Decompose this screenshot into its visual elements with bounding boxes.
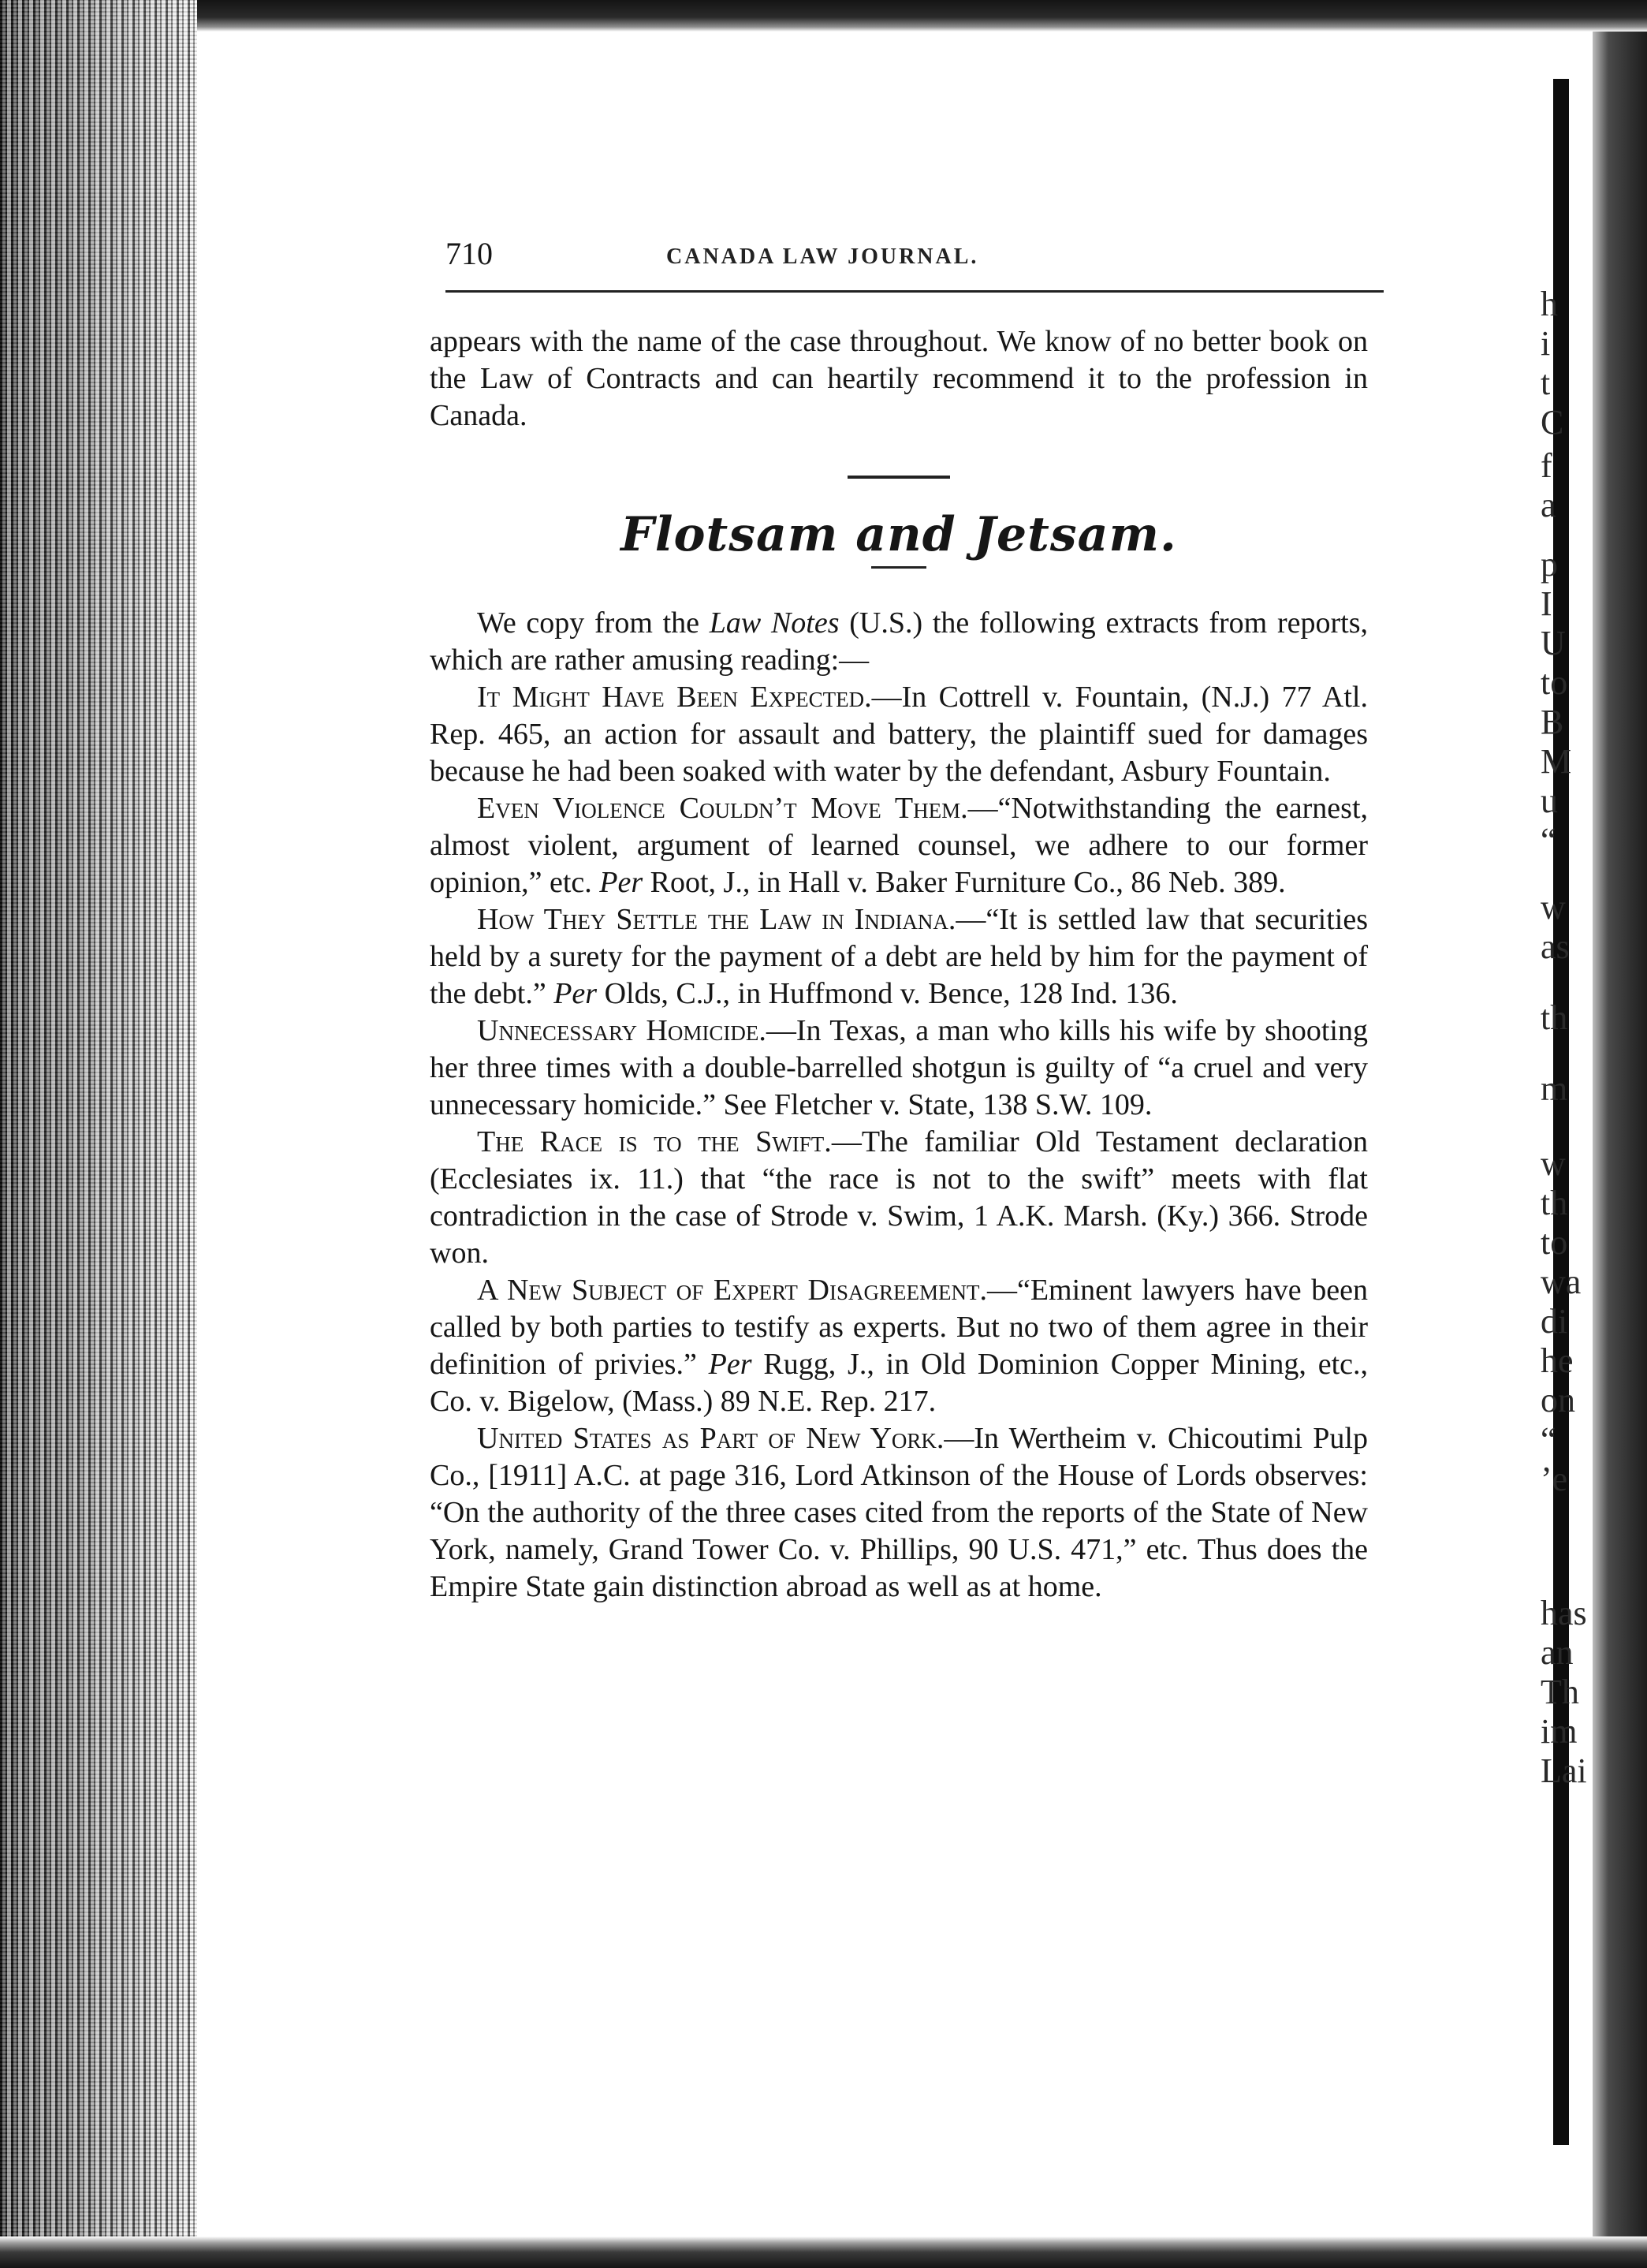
extract-item bbox=[430, 1420, 1368, 1606]
extract-heading: Unnecessary Homicide. bbox=[477, 1014, 766, 1047]
extract-item bbox=[430, 901, 1368, 1013]
extract-citation: Olds, C.J., in Huffmond v. Bence, 128 Ind. 136. bbox=[597, 977, 1178, 1010]
extract-body: —In Texas, a man who kills his wife by shooting her three times with a double-barrelled shotgun is guilty of “a cruel and very unnecessary homicide.” See Fletcher v. State, 138 S.W. 109. bbox=[430, 1014, 1368, 1121]
extract-body: —In Cottrell v. Fountain, (N.J.) 77 Atl. Rep. 465, an action for assault and battery, the plaintiff sued for damages because he had been soaked with water by the defendant, Asbury Fountain. bbox=[430, 681, 1368, 788]
next-page-fragment: h bbox=[1541, 285, 1558, 323]
next-page-fragment: B bbox=[1541, 703, 1564, 741]
extract-citation: Root, J., in Hall v. Baker Furniture Co., 86 Neb. 389. bbox=[643, 866, 1286, 899]
next-page-fragment: “ bbox=[1541, 821, 1556, 860]
extract-body: —In Wertheim v. Chicoutimi Pulp Co., [1911] A.C. at page 316, Lord Atkinson of the House of Lords observes: “On the authority of the three cases cited from the reports of the State of New York, namely, Grand Tower Co. v. Phillips, 90 U.S. 471,” etc. Thus does the Empire State gain distinction abroad as well as at home. bbox=[430, 1422, 1368, 1603]
running-head bbox=[430, 221, 1376, 284]
lead-text: (U.S.) the following extracts from reports, which are rather amusing reading:— bbox=[430, 606, 1368, 677]
next-page-fragment: i bbox=[1541, 324, 1551, 363]
extract-item bbox=[430, 790, 1368, 901]
next-page-fragment: M bbox=[1541, 742, 1572, 781]
extract-citation: Rugg, J., in Old Dominion Copper Mining, etc., Co. v. Bigelow, (Mass.) 89 N.E. Rep. 217. bbox=[430, 1348, 1368, 1418]
next-page-fragment: I bbox=[1541, 584, 1552, 623]
next-page-fragment: an bbox=[1541, 1633, 1574, 1672]
extract-heading: How They Settle the Law in Indiana. bbox=[477, 903, 956, 936]
extract-body: —“Notwithstanding the earnest, almost violent, argument of learned counsel, we adhere to our former opinion,” etc. bbox=[430, 792, 1368, 899]
next-page-fragment: th bbox=[1541, 998, 1568, 1037]
extract-body: —The familiar Old Testament declaration (Ecclesiates ix. 11.) that “the race is not to the swift” meets with flat contradiction in the case of Strode v. Swim, 1 A.K. Marsh. (Ky.) 366. Strode won. bbox=[430, 1125, 1368, 1270]
next-page-fragment: th bbox=[1541, 1184, 1568, 1222]
extract-body: —“Eminent lawyers have been called by both parties to testify as experts. But no two of them agree in their definition of privies.” bbox=[430, 1274, 1369, 1381]
journal-title: CANADA LAW JOURNAL. bbox=[666, 244, 979, 269]
title-underline-rule bbox=[871, 566, 926, 569]
scan-binding-gutter bbox=[0, 0, 197, 2268]
extract-heading: It Might Have Been Expected. bbox=[477, 681, 872, 714]
extract-heading: United States as Part of New York. bbox=[477, 1422, 945, 1455]
extract-heading: Even Violence Couldn’t Move Them. bbox=[477, 792, 968, 825]
next-page-fragment: w bbox=[1541, 888, 1566, 927]
page-fold-line bbox=[1553, 79, 1569, 2145]
next-page-fragment: C bbox=[1541, 403, 1564, 442]
lead-source: Law Notes bbox=[709, 606, 840, 640]
next-page-fragment: p bbox=[1541, 545, 1558, 584]
section-lead bbox=[430, 605, 1368, 679]
header-rule bbox=[445, 290, 1384, 293]
next-page-fragment: wa bbox=[1541, 1263, 1582, 1301]
next-page-fragment: to bbox=[1541, 1223, 1568, 1262]
scan-right-edge bbox=[1593, 32, 1647, 2236]
lead-text: We copy from the bbox=[477, 606, 710, 640]
extract-item bbox=[430, 1013, 1368, 1124]
next-page-fragment: he bbox=[1541, 1341, 1574, 1380]
next-page-fragment: to bbox=[1541, 663, 1568, 702]
scan-bottom-edge bbox=[0, 2236, 1647, 2268]
next-page-fragment: a bbox=[1541, 486, 1556, 524]
extract-heading: A New Subject of Expert Disagreement. bbox=[477, 1274, 987, 1307]
next-page-fragment: has bbox=[1541, 1594, 1587, 1632]
extract-item bbox=[430, 1272, 1368, 1420]
next-page-fragment: as bbox=[1541, 927, 1570, 966]
next-page-fragment: U bbox=[1541, 624, 1566, 662]
divider-rule bbox=[848, 476, 950, 479]
next-page-fragment: “ bbox=[1541, 1420, 1556, 1459]
journal-page bbox=[430, 221, 1376, 2035]
next-page-fragment: t bbox=[1541, 364, 1551, 402]
next-page-fragment: w bbox=[1541, 1144, 1566, 1183]
per-label: Per bbox=[708, 1348, 752, 1381]
next-page-fragment: Th bbox=[1541, 1673, 1579, 1711]
next-page-fragment: ’e bbox=[1541, 1460, 1568, 1498]
extract-heading: The Race is to the Swift. bbox=[477, 1125, 832, 1158]
next-page-fragment: di bbox=[1541, 1302, 1568, 1341]
next-page-fragment: Lai bbox=[1541, 1751, 1587, 1790]
intro-paragraph: appears with the name of the case throughout. We know of no better book on the Law of Contracts and can heartily recommend it to the profession in Canada. bbox=[430, 325, 1368, 432]
next-page-fragment: m bbox=[1541, 1069, 1568, 1108]
page-body bbox=[430, 323, 1368, 1606]
next-page-edge bbox=[1530, 79, 1587, 2145]
per-label: Per bbox=[553, 977, 598, 1010]
extract-body: —“It is settled law that securities held by a surety for the payment of a debt are held by him for the payment of the debt.” bbox=[430, 903, 1368, 1010]
extract-item bbox=[430, 1124, 1368, 1272]
section-title: Flotsam and Jetsam. bbox=[620, 507, 1177, 562]
per-label: Per bbox=[599, 866, 643, 899]
extract-item bbox=[430, 679, 1368, 790]
page-number: 710 bbox=[445, 236, 493, 271]
next-page-fragment: on bbox=[1541, 1381, 1575, 1419]
next-page-fragment: u bbox=[1541, 781, 1558, 820]
next-page-fragment: f bbox=[1541, 446, 1552, 485]
scan-top-edge bbox=[0, 0, 1647, 32]
next-page-fragment: im bbox=[1541, 1712, 1578, 1751]
